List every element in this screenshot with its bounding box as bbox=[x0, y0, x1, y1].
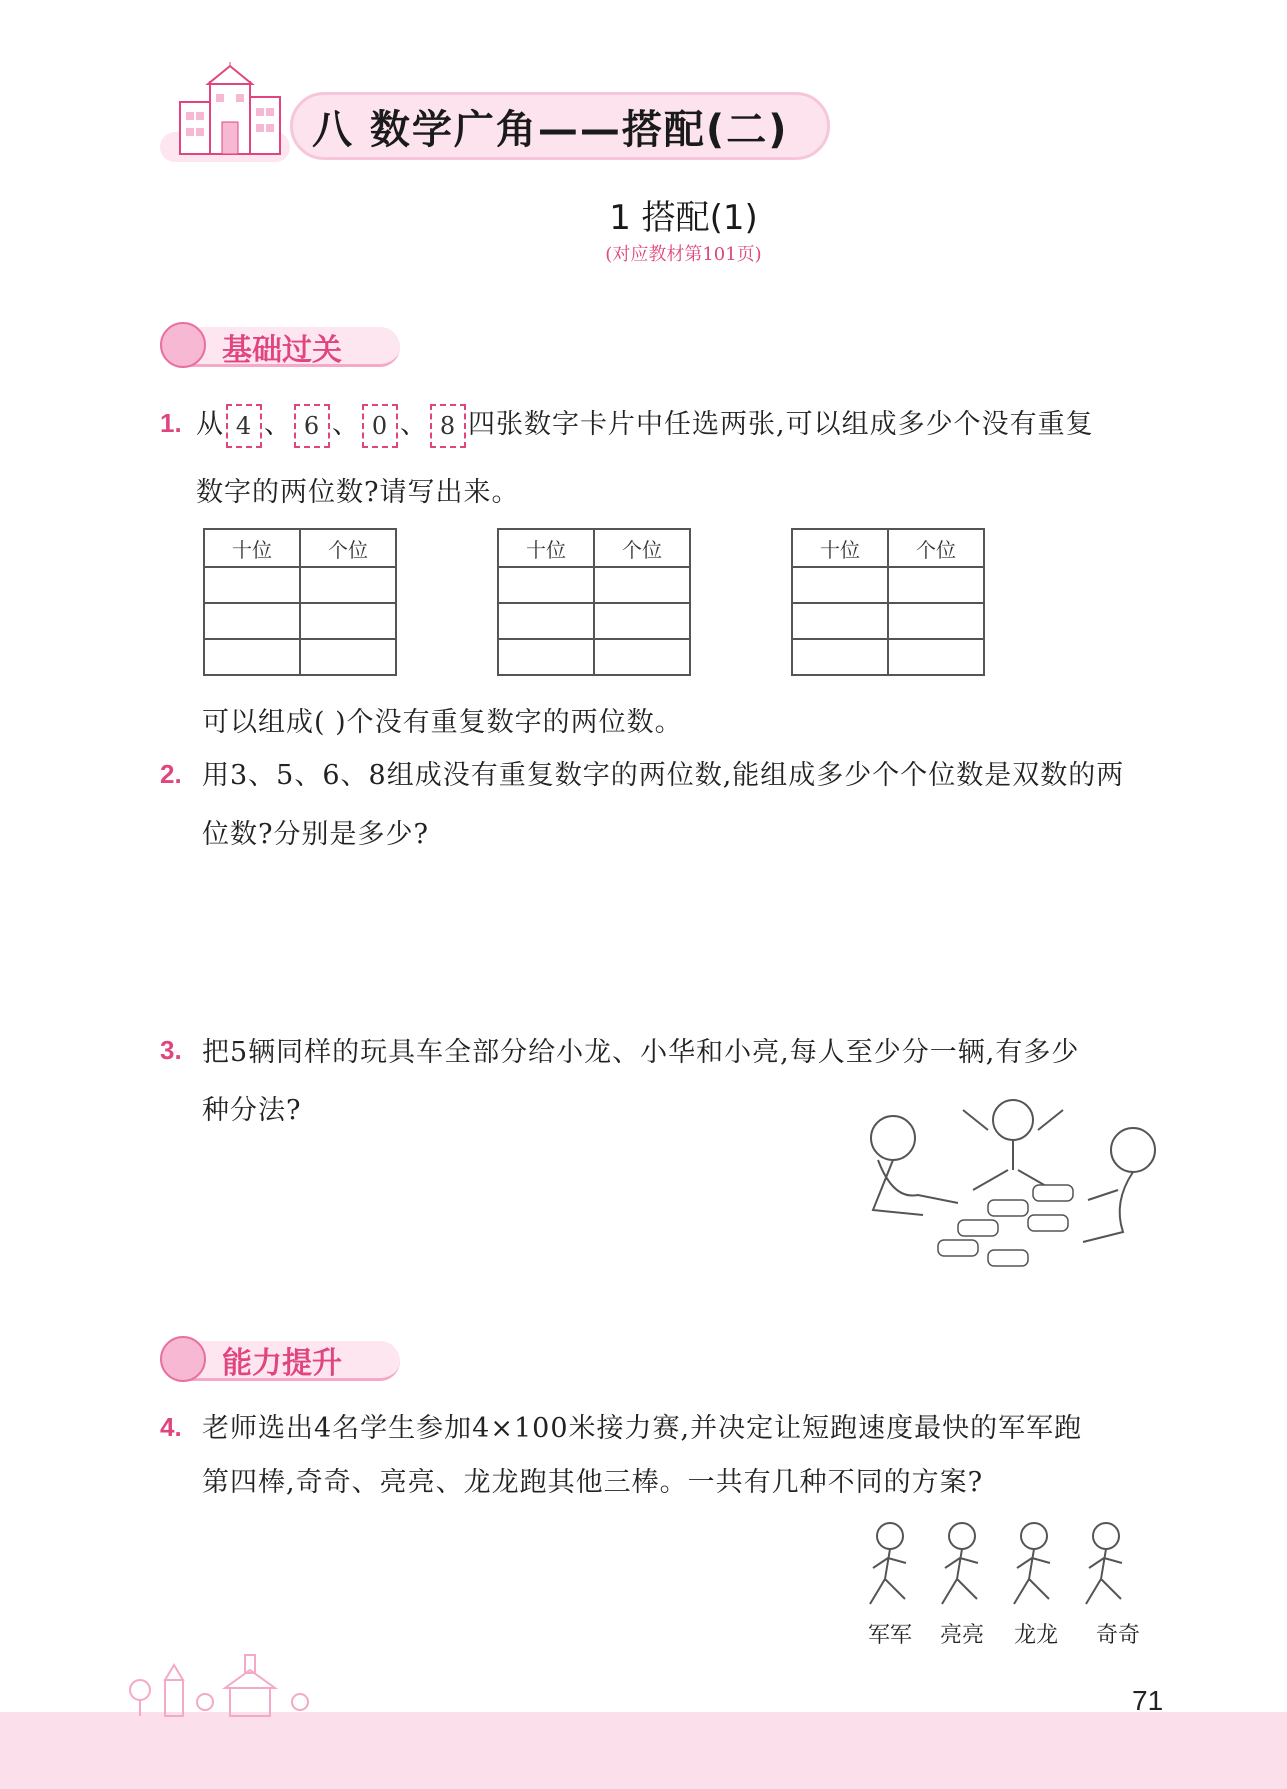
question-3-line-2: 种分法? bbox=[202, 1095, 302, 1126]
section-label-basic: 基础过关 bbox=[222, 333, 342, 368]
question-number: 1. bbox=[160, 408, 182, 438]
digit-card-6: 6 bbox=[294, 404, 330, 448]
place-value-table bbox=[791, 528, 985, 676]
header-ones: 个位 bbox=[594, 529, 690, 567]
globe-icon bbox=[160, 322, 206, 368]
question-1-line-2: 数字的两位数?请写出来。 bbox=[196, 477, 520, 508]
footer-town-decoration bbox=[120, 1640, 420, 1720]
textbook-reference: (对应教材第101页) bbox=[605, 244, 762, 265]
header-tens: 十位 bbox=[204, 529, 300, 567]
answer-cell[interactable] bbox=[792, 603, 888, 639]
page-number: 71 bbox=[1132, 1685, 1164, 1716]
question-number: 2. bbox=[160, 759, 182, 789]
answer-cell[interactable] bbox=[498, 567, 594, 603]
answer-cell[interactable] bbox=[300, 567, 396, 603]
place-value-table bbox=[203, 528, 397, 676]
question-3-line-1: 把5辆同样的玩具车全部分给小龙、小华和小亮,每人至少分一辆,有多少 bbox=[202, 1037, 1080, 1068]
answer-cell[interactable] bbox=[300, 603, 396, 639]
answer-cell[interactable] bbox=[204, 603, 300, 639]
answer-cell[interactable] bbox=[594, 603, 690, 639]
question-number: 4. bbox=[160, 1412, 182, 1442]
answer-cell[interactable] bbox=[204, 639, 300, 675]
answer-cell[interactable] bbox=[792, 639, 888, 675]
runner-name-qiqi: 奇奇 bbox=[1096, 1623, 1141, 1648]
answer-cell[interactable] bbox=[888, 639, 984, 675]
digit-card-4: 4 bbox=[226, 404, 262, 448]
answer-cell[interactable] bbox=[498, 603, 594, 639]
school-building-illustration bbox=[150, 62, 300, 172]
answer-cell[interactable] bbox=[204, 567, 300, 603]
section-title: 1 搭配(1) bbox=[609, 198, 758, 238]
answer-cell[interactable] bbox=[498, 639, 594, 675]
question-1-line-1: 从 4 、 6 、 0 、 8 四张数字卡片中任选两张,可以组成多少个没有重复 bbox=[196, 402, 1094, 448]
answer-cell[interactable] bbox=[888, 603, 984, 639]
header-tens: 十位 bbox=[792, 529, 888, 567]
answer-cell[interactable] bbox=[594, 567, 690, 603]
header-ones: 个位 bbox=[888, 529, 984, 567]
answer-cell[interactable] bbox=[300, 639, 396, 675]
digit-card-8: 8 bbox=[430, 404, 466, 448]
question-4-line-1: 老师选出4名学生参加4×100米接力赛,并决定让短跑速度最快的军军跑 bbox=[202, 1413, 1083, 1444]
section-label-advanced: 能力提升 bbox=[222, 1346, 342, 1381]
answer-cell[interactable] bbox=[594, 639, 690, 675]
question-2-line-2: 位数?分别是多少? bbox=[202, 819, 429, 850]
chapter-title: 八 数学广角——搭配(二) bbox=[312, 107, 789, 153]
digit-card-0: 0 bbox=[362, 404, 398, 448]
runner-name-junjun: 军军 bbox=[868, 1623, 913, 1648]
runner-name-liangliang: 亮亮 bbox=[940, 1623, 985, 1648]
children-with-toy-cars-illustration bbox=[848, 1090, 1168, 1280]
place-value-table bbox=[497, 528, 691, 676]
runner-name-longlong: 龙龙 bbox=[1014, 1623, 1059, 1648]
answer-cell[interactable] bbox=[888, 567, 984, 603]
header-ones: 个位 bbox=[300, 529, 396, 567]
four-runners-illustration bbox=[860, 1518, 1160, 1618]
question-4-line-2: 第四棒,奇奇、亮亮、龙龙跑其他三棒。一共有几种不同的方案? bbox=[202, 1467, 984, 1498]
answer-cell[interactable] bbox=[792, 567, 888, 603]
question-1-answer-line: 可以组成( )个没有重复数字的两位数。 bbox=[202, 707, 683, 738]
header-tens: 十位 bbox=[498, 529, 594, 567]
question-2-line-1: 用3、5、6、8组成没有重复数字的两位数,能组成多少个个位数是双数的两 bbox=[202, 760, 1125, 791]
footer-band bbox=[0, 1712, 1287, 1789]
trophy-icon bbox=[160, 1336, 206, 1382]
question-number: 3. bbox=[160, 1035, 182, 1065]
